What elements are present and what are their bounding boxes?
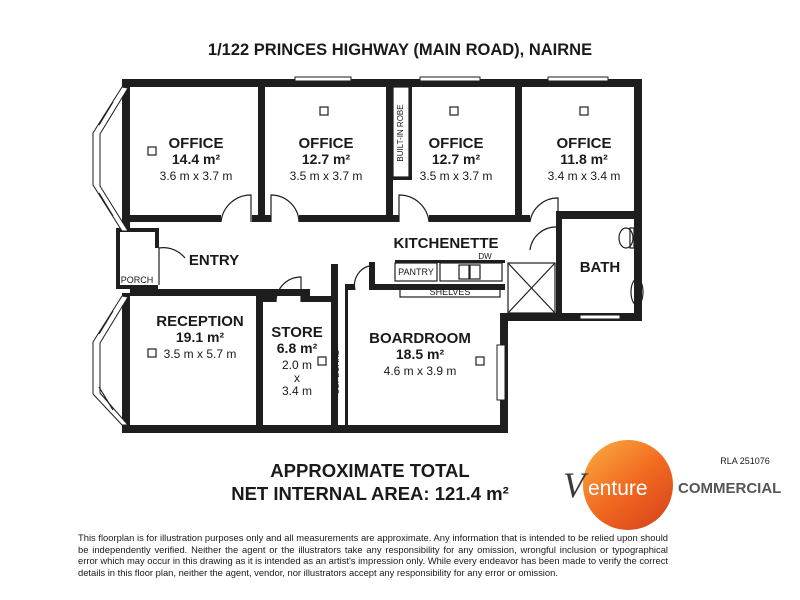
room-area: 18.5 m² bbox=[395, 346, 445, 362]
label-cupboard: CUPBOARD bbox=[332, 349, 341, 395]
total-area-line1: APPROXIMATE TOTAL bbox=[270, 460, 470, 481]
room-area: 11.8 m² bbox=[560, 151, 608, 167]
room-name: BOARDROOM bbox=[369, 330, 471, 347]
label-entry: ENTRY bbox=[188, 252, 240, 269]
room-area: 6.8 m² bbox=[276, 340, 318, 356]
room-name: STORE bbox=[271, 324, 323, 341]
logo-text: enture bbox=[588, 477, 648, 500]
rla-number: RLA 251076 bbox=[720, 456, 770, 466]
disclaimer: This floorplan is for illustration purposes only and all measurements are approximate. Any information that is intended to be relied upon should be independently verified. Neither the agent or the illustrators take any responsibility for any omission, wrongful inclusion or typographical error which may occur in this drawing as it is intended as an artist's impression only. While every endeavor has been made to verify the correct details in this floor plan, neither the agent, vendor, nor illustrators accept any responsibility for any error or omission. bbox=[78, 532, 668, 578]
room-area: 14.4 m² bbox=[171, 151, 221, 167]
room-office-2 bbox=[290, 135, 363, 183]
logo-suffix: COMMERCIAL bbox=[678, 480, 782, 497]
room-dims: 3.4 m x 3.4 m bbox=[547, 169, 621, 183]
label-dw: DW bbox=[478, 252, 492, 261]
room-name: RECEPTION bbox=[156, 313, 244, 330]
label-pantry: PANTRY bbox=[398, 267, 434, 277]
room-reception bbox=[156, 313, 244, 361]
room-store bbox=[271, 324, 322, 398]
room-office-4 bbox=[548, 135, 621, 183]
room-dims: 3.4 m bbox=[281, 384, 313, 398]
label-porch: PORCH bbox=[120, 275, 154, 285]
room-area: 12.7 m² bbox=[301, 151, 351, 167]
room-dims: x bbox=[294, 371, 300, 385]
room-name: OFFICE bbox=[428, 135, 484, 152]
venture-commercial-logo bbox=[563, 440, 781, 530]
label-kitchenette: KITCHENETTE bbox=[393, 235, 499, 252]
page-title: 1/122 PRINCES HIGHWAY (MAIN ROAD), NAIRNE bbox=[207, 41, 593, 59]
room-dims: 3.6 m x 3.7 m bbox=[159, 169, 233, 183]
room-area: 19.1 m² bbox=[175, 329, 225, 345]
room-office-3 bbox=[420, 135, 493, 183]
room-dims: 3.5 m x 3.7 m bbox=[289, 169, 363, 183]
room-name: OFFICE bbox=[556, 135, 612, 152]
room-name: OFFICE bbox=[168, 135, 224, 152]
room-boardroom bbox=[369, 330, 471, 378]
room-dims: 2.0 m bbox=[281, 358, 313, 372]
label-built-in-robe: BUILT-IN ROBE bbox=[396, 104, 405, 162]
room-area: 12.7 m² bbox=[431, 151, 481, 167]
total-area-line2: NET INTERNAL AREA: 121.4 m² bbox=[231, 483, 509, 504]
room-office-1 bbox=[160, 135, 233, 183]
room-dims: 3.5 m x 3.7 m bbox=[419, 169, 493, 183]
label-shelves: SHELVES bbox=[429, 287, 471, 297]
room-dims: 4.6 m x 3.9 m bbox=[383, 364, 457, 378]
room-dims: 3.5 m x 5.7 m bbox=[163, 347, 237, 361]
label-bath: BATH bbox=[579, 259, 621, 276]
logo-v: V bbox=[563, 465, 585, 505]
room-name: OFFICE bbox=[298, 135, 354, 152]
